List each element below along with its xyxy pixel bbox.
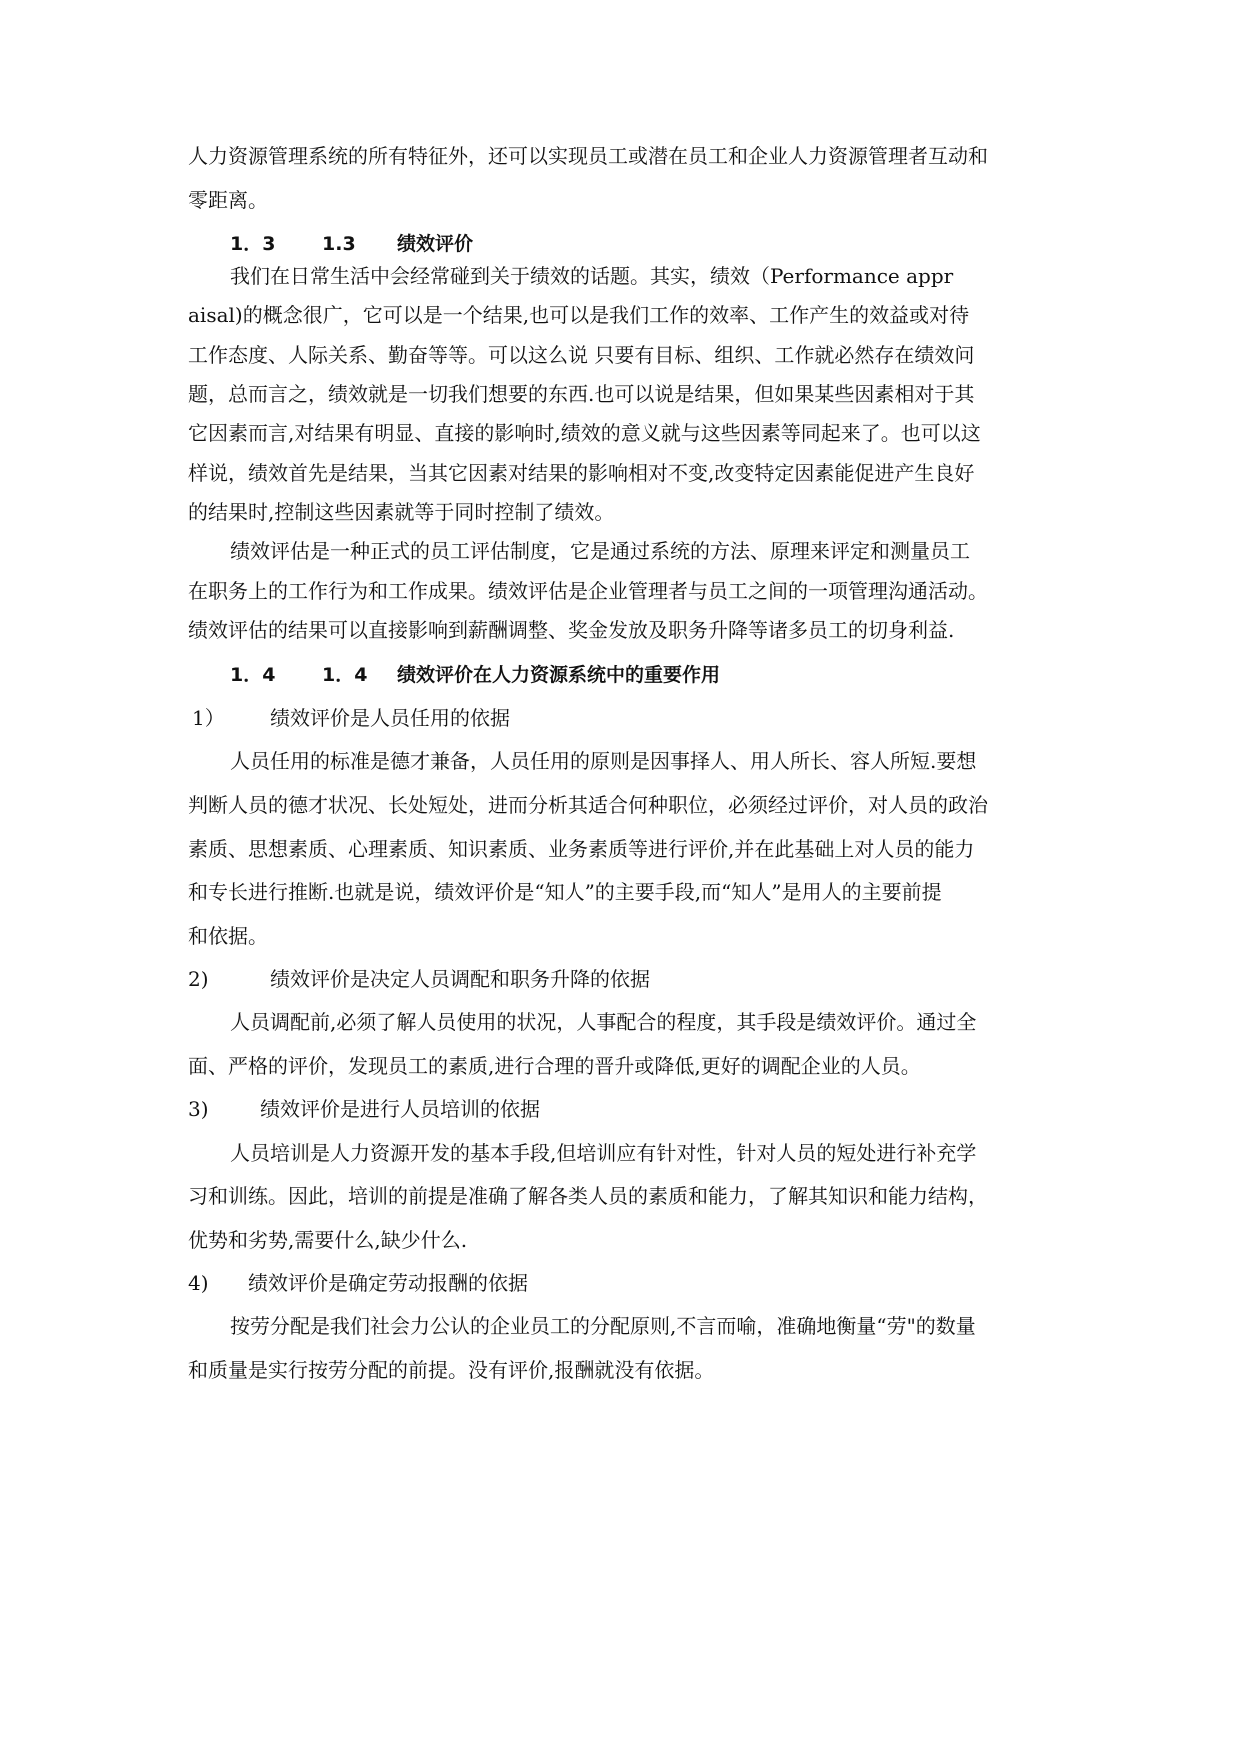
section-heading-1-4 bbox=[230, 662, 720, 688]
list-item-heading bbox=[188, 1270, 888, 1296]
section-heading-1-3 bbox=[230, 231, 473, 257]
list-marker: 4) bbox=[188, 1271, 209, 1295]
body-text-line: 面、严格的评价，发现员工的素质,进行合理的晋升或降低,更好的调配企业的人员。 bbox=[188, 1054, 921, 1078]
body-text-line: 和专长进行推断.也就是说，绩效评价是“知人”的主要手段,而“知人”是用人的主要前提 bbox=[188, 880, 942, 904]
body-text-line: 零距离。 bbox=[188, 188, 268, 212]
body-text-line: 优势和劣势,需要什么,缺少什么. bbox=[188, 1228, 468, 1252]
body-text-line: aisal)的概念很广，它可以是一个结果,也可以是我们工作的效率、工作产生的效益或对待 bbox=[188, 303, 970, 327]
list-marker: 1） bbox=[192, 706, 225, 730]
body-text-line: 它因素而言,对结果有明显、直接的影响时,绩效的意义就与这些因素等同起来了。也可以这 bbox=[188, 421, 981, 445]
body-text-line: 和依据。 bbox=[188, 924, 268, 948]
section-number: 1．4 bbox=[230, 664, 276, 686]
body-text-line: 样说，绩效首先是结果，当其它因素对结果的影响相对不变,改变特定因素能促进产生良好 bbox=[188, 461, 975, 485]
body-text-line: 的结果时,控制这些因素就等于同时控制了绩效。 bbox=[188, 500, 615, 524]
body-text-line: 人员任用的标准是德才兼备，人员任用的原则是因事择人、用人所长、容人所短.要想 bbox=[230, 749, 977, 773]
body-text-line: 绩效评估是一种正式的员工评估制度，它是通过系统的方法、原理来评定和测量员工 bbox=[230, 539, 970, 563]
list-item-title: 绩效评价是确定劳动报酬的依据 bbox=[248, 1271, 528, 1295]
body-text-line: 人员培训是人力资源开发的基本手段,但培训应有针对性，针对人员的短处进行补充学 bbox=[230, 1141, 977, 1165]
body-text-line: 绩效评估的结果可以直接影响到薪酬调整、奖金发放及职务升降等诸多员工的切身利益. bbox=[188, 618, 955, 642]
list-item-title: 绩效评价是决定人员调配和职务升降的依据 bbox=[270, 967, 650, 991]
list-marker: 3) bbox=[188, 1097, 209, 1121]
body-text-line: 人力资源管理系统的所有特征外，还可以实现员工或潜在员工和企业人力资源管理者互动和 bbox=[188, 144, 988, 168]
body-text-line: 工作态度、人际关系、勤奋等等。可以这么说 只要有目标、组织、工作就必然存在绩效问 bbox=[188, 343, 975, 367]
list-item-heading bbox=[188, 1096, 888, 1122]
body-text-line: 和质量是实行按劳分配的前提。没有评价,报酬就没有依据。 bbox=[188, 1358, 715, 1382]
section-title: 绩效评价在人力资源系统中的重要作用 bbox=[397, 664, 721, 686]
body-text-line: 素质、思想素质、心理素质、知识素质、业务素质等进行评价,并在此基础上对人员的能力 bbox=[188, 837, 975, 861]
body-text-line: 人员调配前,必须了解人员使用的状况，人事配合的程度，其手段是绩效评价。通过全 bbox=[230, 1010, 977, 1034]
body-text-line: 我们在日常生活中会经常碰到关于绩效的话题。其实，绩效（Performance appr bbox=[230, 264, 954, 288]
list-item-heading bbox=[192, 705, 892, 731]
section-title: 绩效评价 bbox=[397, 233, 474, 255]
body-text-line: 在职务上的工作行为和工作成果。绩效评估是企业管理者与员工之间的一项管理沟通活动。 bbox=[188, 579, 988, 603]
body-text-line: 习和训练。因此，培训的前提是准确了解各类人员的素质和能力，了解其知识和能力结构， bbox=[188, 1184, 988, 1208]
list-marker: 2) bbox=[188, 967, 209, 991]
body-text-line: 题，总而言之，绩效就是一切我们想要的东西.也可以说是结果，但如果某些因素相对于其 bbox=[188, 382, 975, 406]
body-text-line: 判断人员的德才状况、长处短处，进而分析其适合何种职位，必须经过评价，对人员的政治 bbox=[188, 793, 988, 817]
list-item-title: 绩效评价是人员任用的依据 bbox=[270, 706, 510, 730]
list-item-title: 绩效评价是进行人员培训的依据 bbox=[260, 1097, 540, 1121]
section-number: 1．4 bbox=[322, 664, 368, 686]
body-text-line: 按劳分配是我们社会力公认的企业员工的分配原则,不言而喻，准确地衡量“劳"的数量 bbox=[230, 1314, 976, 1338]
section-number: 1．3 bbox=[230, 233, 276, 255]
section-number: 1.3 bbox=[322, 233, 356, 255]
list-item-heading bbox=[188, 966, 888, 992]
